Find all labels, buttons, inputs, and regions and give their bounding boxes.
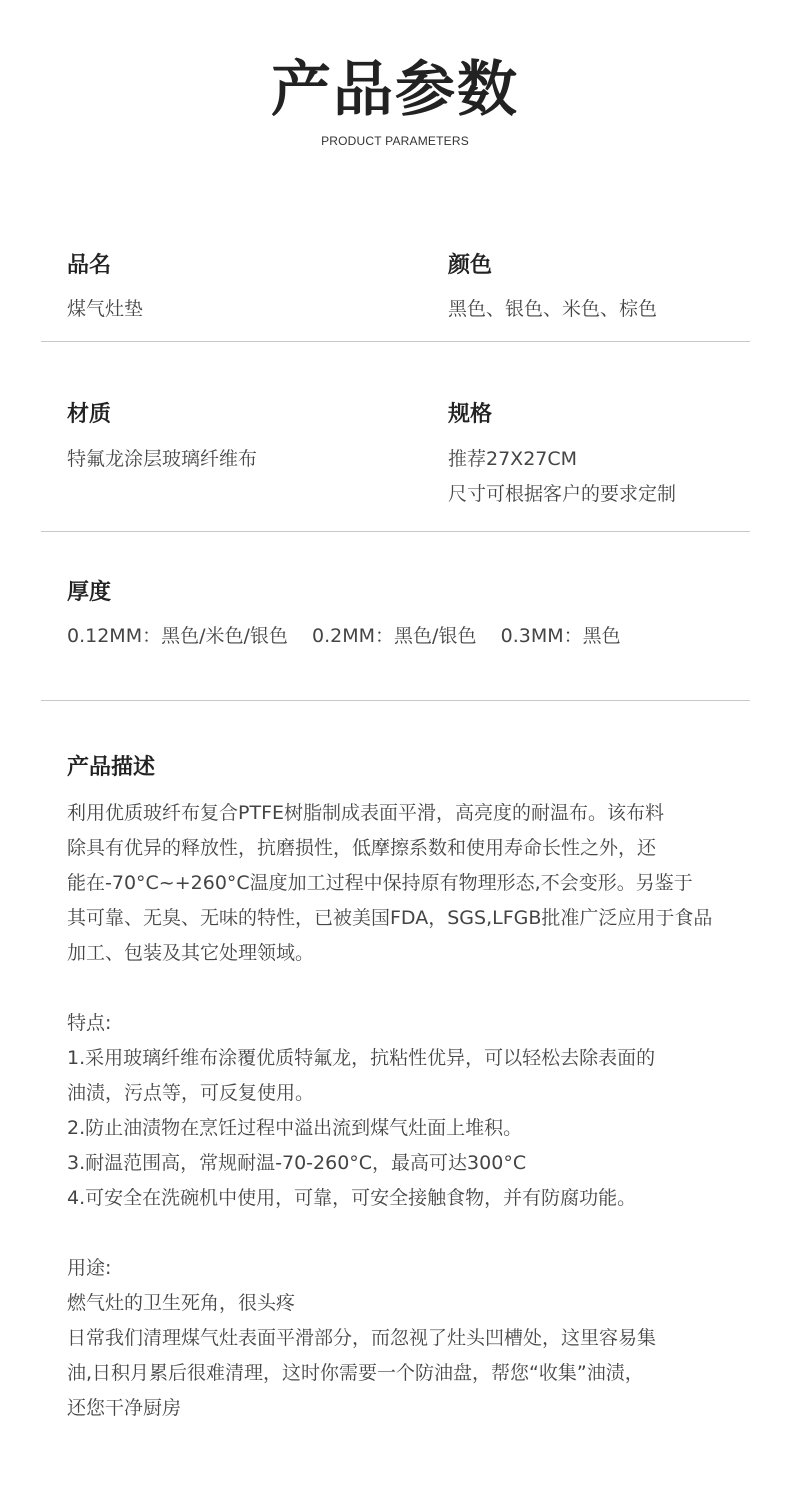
description-body [67, 796, 737, 1426]
param-thickness-value: 0.12MM：黑色/米色/银色 0.2MM：黑色/银色 0.3MM：黑色 [67, 625, 621, 647]
page-title: 产品参数 [271, 55, 519, 125]
usage-line: 还您干净厨房 [67, 1397, 182, 1419]
param-name-label: 品名 [67, 253, 112, 278]
description-paragraph-line: 其可靠、无臭、无味的特性，已被美国FDA，SGS,LFGB批准广泛应用于食品 [67, 907, 713, 929]
param-color-label: 颜色 [448, 253, 493, 278]
param-spec-line: 尺寸可根据客户的要求定制 [448, 483, 677, 505]
usage-line: 日常我们清理煤气灶表面平滑部分，而忽视了灶头凹槽处，这里容易集 [67, 1327, 657, 1349]
param-material-label: 材质 [67, 402, 112, 427]
feature-line: 2.防止油渍物在烹饪过程中溢出流到煤气灶面上堆积。 [67, 1117, 523, 1139]
description-label: 产品描述 [67, 755, 156, 780]
feature-line: 1.采用玻璃纤维布涂覆优质特氟龙，抗粘性优异，可以轻松去除表面的 [67, 1047, 656, 1069]
description-paragraph-line: 除具有优异的释放性，抗磨损性，低摩擦系数和使用寿命长性之外，还 [67, 837, 657, 859]
description-paragraph-line: 能在-70°C~+260°C温度加工过程中保持原有物理形态,不会变形。另鉴于 [67, 872, 693, 894]
features-title: 特点: [67, 1012, 112, 1034]
description-paragraph-line: 利用优质玻纤布复合PTFE树脂制成表面平滑，高亮度的耐温布。该布料 [67, 802, 664, 824]
usage-line: 油,日积月累后很难清理，这时你需要一个防油盘，帮您“收集”油渍， [67, 1362, 644, 1384]
divider [41, 531, 750, 532]
param-material-value: 特氟龙涂层玻璃纤维布 [67, 448, 258, 470]
divider [41, 341, 750, 342]
page-subtitle: PRODUCT PARAMETERS [321, 134, 469, 148]
usage-line: 燃气灶的卫生死角，很头疼 [67, 1292, 296, 1314]
param-thickness-label: 厚度 [67, 580, 112, 605]
param-spec-label: 规格 [448, 402, 493, 427]
feature-line: 油渍，污点等，可反复使用。 [67, 1082, 315, 1104]
usage-title: 用途: [67, 1257, 112, 1279]
feature-line: 3.耐温范围高，常规耐温-70-260°C，最高可达300°C [67, 1152, 527, 1174]
feature-line: 4.可安全在洗碗机中使用，可靠，可安全接触食物，并有防腐功能。 [67, 1187, 637, 1209]
description-paragraph-line: 加工、包装及其它处理领域。 [67, 942, 315, 964]
param-name-value: 煤气灶垫 [67, 298, 144, 320]
param-color-value: 黑色、银色、米色、棕色 [448, 298, 658, 320]
param-spec-line: 推荐27X27CM [448, 448, 578, 470]
divider [41, 700, 750, 701]
